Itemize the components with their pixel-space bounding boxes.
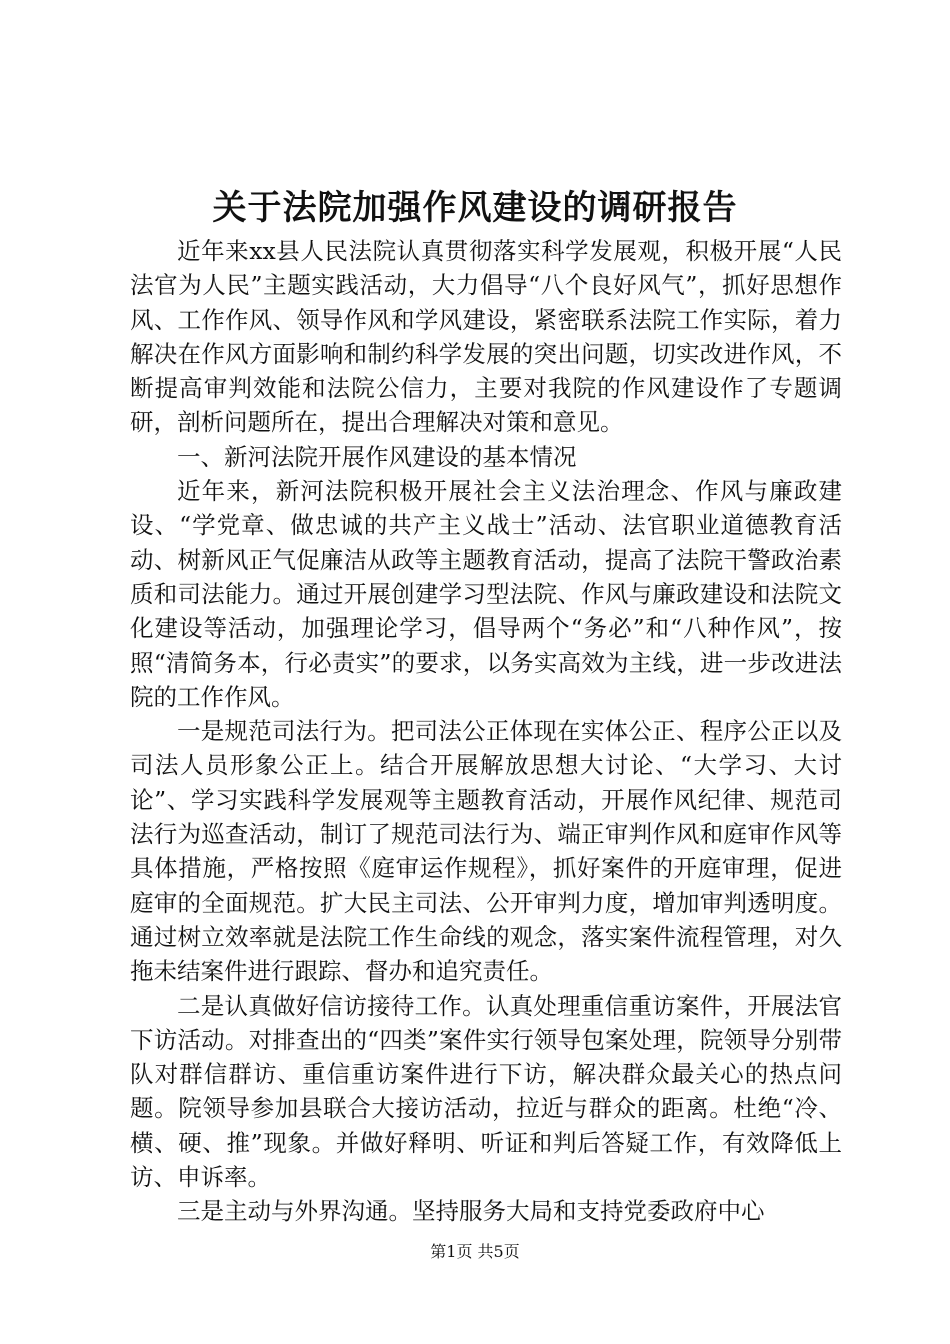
document-body (130, 234, 842, 1229)
document-title: 关于法院加强作风建设的调研报告 (212, 188, 738, 228)
section-heading: 一、新河法院开展作风建设的基本情况 (177, 442, 577, 471)
page-number: 第1页 共5页 (430, 1242, 520, 1261)
paragraph-point-two: 二是认真做好信访接待工作。认真处理重信重访案件，开展法官下访活动。对排查出的“四类”案件实行领导包案处理，院领导分别带队对群信群访、重信重访案件进行下访，解决群众最关心的热点问题。院领导参加县联合大接访活动，拉近与群众的距离。杜绝“冷、横、硬、推”现象。并做好释明、听证和判后答疑工作，有效降低上访、申诉率。 (130, 991, 842, 1192)
paragraph-intro: 近年来xx县人民法院认真贯彻落实科学发展观，积极开展“人民法官为人民”主题实践活动，大力倡导“八个良好风气”，抓好思想作风、工作作风、领导作风和学风建设，紧密联系法院工作实际，着力解决在作风方面影响和制约科学发展的突出问题，切实改进作风，不断提高审判效能和法院公信力，主要对我院的作风建设作了专题调研，剖析问题所在，提出合理解决对策和意见。 (130, 237, 842, 437)
paragraph-point-one: 一是规范司法行为。把司法公正体现在实体公正、程序公正以及司法人员形象公正上。结合开展解放思想大讨论、“大学习、大讨论”、学习实践科学发展观等主题教育活动，开展作风纪律、规范司法行为巡查活动，制订了规范司法行为、端正审判作风和庭审作风等具体措施，严格按照《庭审运作规程》，抓好案件的开庭审理，促进庭审的全面规范。扩大民主司法、公开审判力度，增加审判透明度。通过树立效率就是法院工作生命线的观念，落实案件流程管理，对久拖未结案件进行跟踪、督办和追究责任。 (130, 717, 842, 986)
paragraph-point-three: 三是主动与外界沟通。坚持服务大局和支持党委政府中心 (177, 1197, 765, 1226)
paragraph-overview: 近年来，新河法院积极开展社会主义法治理念、作风与廉政建设、“学党章、做忠诚的共产主义战士”活动、法官职业道德教育活动、树新风正气促廉洁从政等主题教育活动，提高了法院干警政治素质和司法能力。通过开展创建学习型法院、作风与廉政建设和法院文化建设等活动，加强理论学习，倡导两个“务必”和“八种作风”，按照“清简务本，行必责实”的要求，以务实高效为主线，进一步改进法院的工作作风。 (130, 477, 842, 711)
